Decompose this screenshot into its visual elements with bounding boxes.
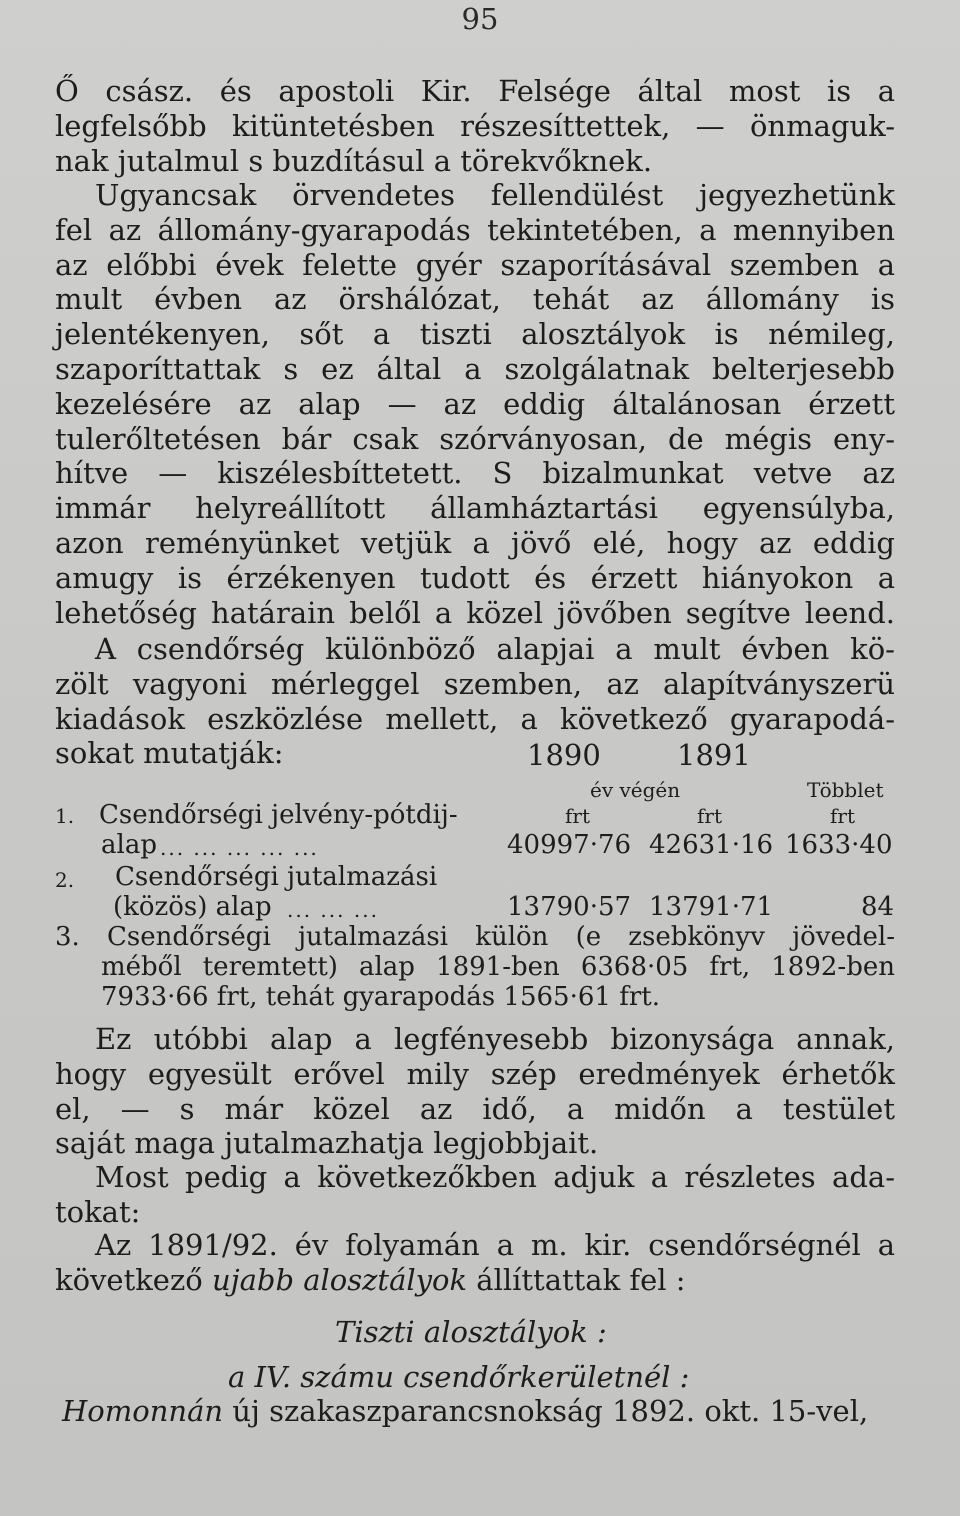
row1-surplus: 1633·40 (785, 830, 893, 860)
text-line: Most pedig a következőkben adjuk a részletes ada- (95, 1160, 895, 1194)
text-line: A csendőrség különböző alapjai a mult évben kö- (95, 632, 895, 666)
page-number: 95 (461, 2, 499, 36)
text-line: nak jutalmul s buzdításul a törekvőknek. (55, 143, 653, 178)
row2-number: 2. (55, 868, 75, 892)
row2-label-cont: (közös) alap (113, 892, 272, 922)
text-line: jelentékenyen, sőt a tiszti alosztályok is némileg, (55, 317, 895, 352)
paragraph-6 (55, 1228, 895, 1298)
row2-surplus: 84 (861, 892, 895, 922)
row1-number: 1. (55, 804, 75, 828)
text-line: Az 1891/92. év folyamán a m. kir. csendőrségnél a (95, 1228, 895, 1262)
year-1891-header: 1891 (677, 738, 751, 772)
text-line: lehetőség határain belől a közel jövőben segítve leend. (55, 595, 895, 630)
row2-value-1891: 13791·71 (649, 892, 774, 922)
text-line: el, — s már közel az idő, a midőn a testület (55, 1091, 895, 1126)
text-line: hogy egyesült erővel mily szép eredmények érhetők (55, 1056, 895, 1091)
text-line (62, 1394, 896, 1429)
text-line: kezelésére az alap — az eddig általánosan érzett (55, 386, 895, 421)
row1-label: Csendőrségi jelvény-pótdij- (99, 800, 458, 830)
text-line: sokat mutatják: (55, 736, 284, 771)
section-heading: Tiszti alosztályok : (335, 1315, 607, 1349)
text-line: amugy is érzékenyen tudott és érzett hiányokon a (55, 560, 895, 595)
subsection-heading (228, 1360, 828, 1395)
text-line: zölt vagyoni mérleggel szemben, az alapítványszerü (55, 666, 895, 701)
text-line: saját maga jutalmazhatja legjobbjait. (55, 1126, 599, 1161)
text-line: fel az állomány-gyarapodás tekintetében, a mennyiben (55, 212, 895, 247)
row1-value-1890: 40997·76 (507, 830, 632, 860)
text-line: Ő csász. és apostoli Kir. Felsége által most is a (55, 74, 895, 108)
text-line: tulerőltetésen bár csak szórványosan, de mégis eny- (55, 421, 895, 456)
text-line: Ugyancsak örvendetes fellendülést jegyezhetünk (95, 178, 895, 212)
emphasis: IV. számu csendőrkerületnél : (254, 1360, 690, 1394)
text-run: állíttattak fel : (467, 1262, 686, 1297)
text-line: 7933·66 frt, tehát gyarapodás 1565·61 frt. (101, 982, 660, 1012)
text-run: következő (55, 1262, 212, 1297)
row1-label-cont: alap (101, 830, 157, 860)
place-name: Homonnán (62, 1394, 224, 1428)
last-line (62, 1394, 896, 1429)
text-line: mult évben az örshálózat, tehát az állomány is (55, 282, 895, 317)
text-line: Ez utóbbi alap a legfényesebb bizonysága annak, (95, 1022, 895, 1056)
text-run: új szakaszparancsnokság 1892. okt. 15-vel, (223, 1394, 869, 1428)
unit-1891: frt (697, 804, 722, 828)
text-line: méből teremtett) alap 1891-ben 6368·05 frt, 1892-ben (101, 952, 895, 982)
unit-surplus: frt (830, 804, 855, 828)
text-line: immár helyreállított államháztartási egyensúlyba, (55, 491, 895, 526)
emphasis: ujabb alosztályok (211, 1262, 468, 1297)
text-line: tokat: (55, 1194, 141, 1229)
text-line: azon reményünket vetjük a jövő elé, hogy az eddig (55, 525, 895, 560)
text-run: a (228, 1360, 255, 1394)
text-line (55, 1263, 895, 1298)
surplus-header: Többlet (807, 778, 884, 802)
funds-table (55, 736, 895, 926)
year-1890-header: 1890 (527, 738, 601, 772)
paragraph-5 (55, 1160, 895, 1230)
row1-dot-leader: ... ... ... ... ... (160, 836, 319, 860)
paragraph-1 (55, 74, 895, 178)
text-line: az előbbi évek felette gyér szaporításával szemben a (55, 247, 895, 282)
text-line: hítve — kiszélesbíttetett. S bizalmunkat vetve az (55, 456, 895, 491)
text-line: legfelsőbb kitüntetésben részesíttettek, — önmaguk- (55, 108, 895, 143)
text-line: szaporíttattak s ez által a szolgálatnak belterjesebb (55, 351, 895, 386)
paragraph-4 (55, 1022, 895, 1161)
row2-dot-leader: ... ... ... (287, 898, 379, 922)
unit-1890: frt (565, 804, 590, 828)
text-line: 3. Csendőrségi jutalmazási külön (e zsebkönyv jövedel- (55, 922, 895, 952)
paragraph-2 (55, 178, 895, 630)
row1-value-1891: 42631·16 (649, 830, 774, 860)
row2-label: Csendőrségi jutalmazási (115, 862, 438, 892)
row2-value-1890: 13790·57 (507, 892, 632, 922)
item-3 (55, 922, 895, 1012)
text-line: kiadások eszközlése mellett, a következő gyarapodá- (55, 701, 895, 736)
year-end-header: év végén (590, 778, 681, 802)
